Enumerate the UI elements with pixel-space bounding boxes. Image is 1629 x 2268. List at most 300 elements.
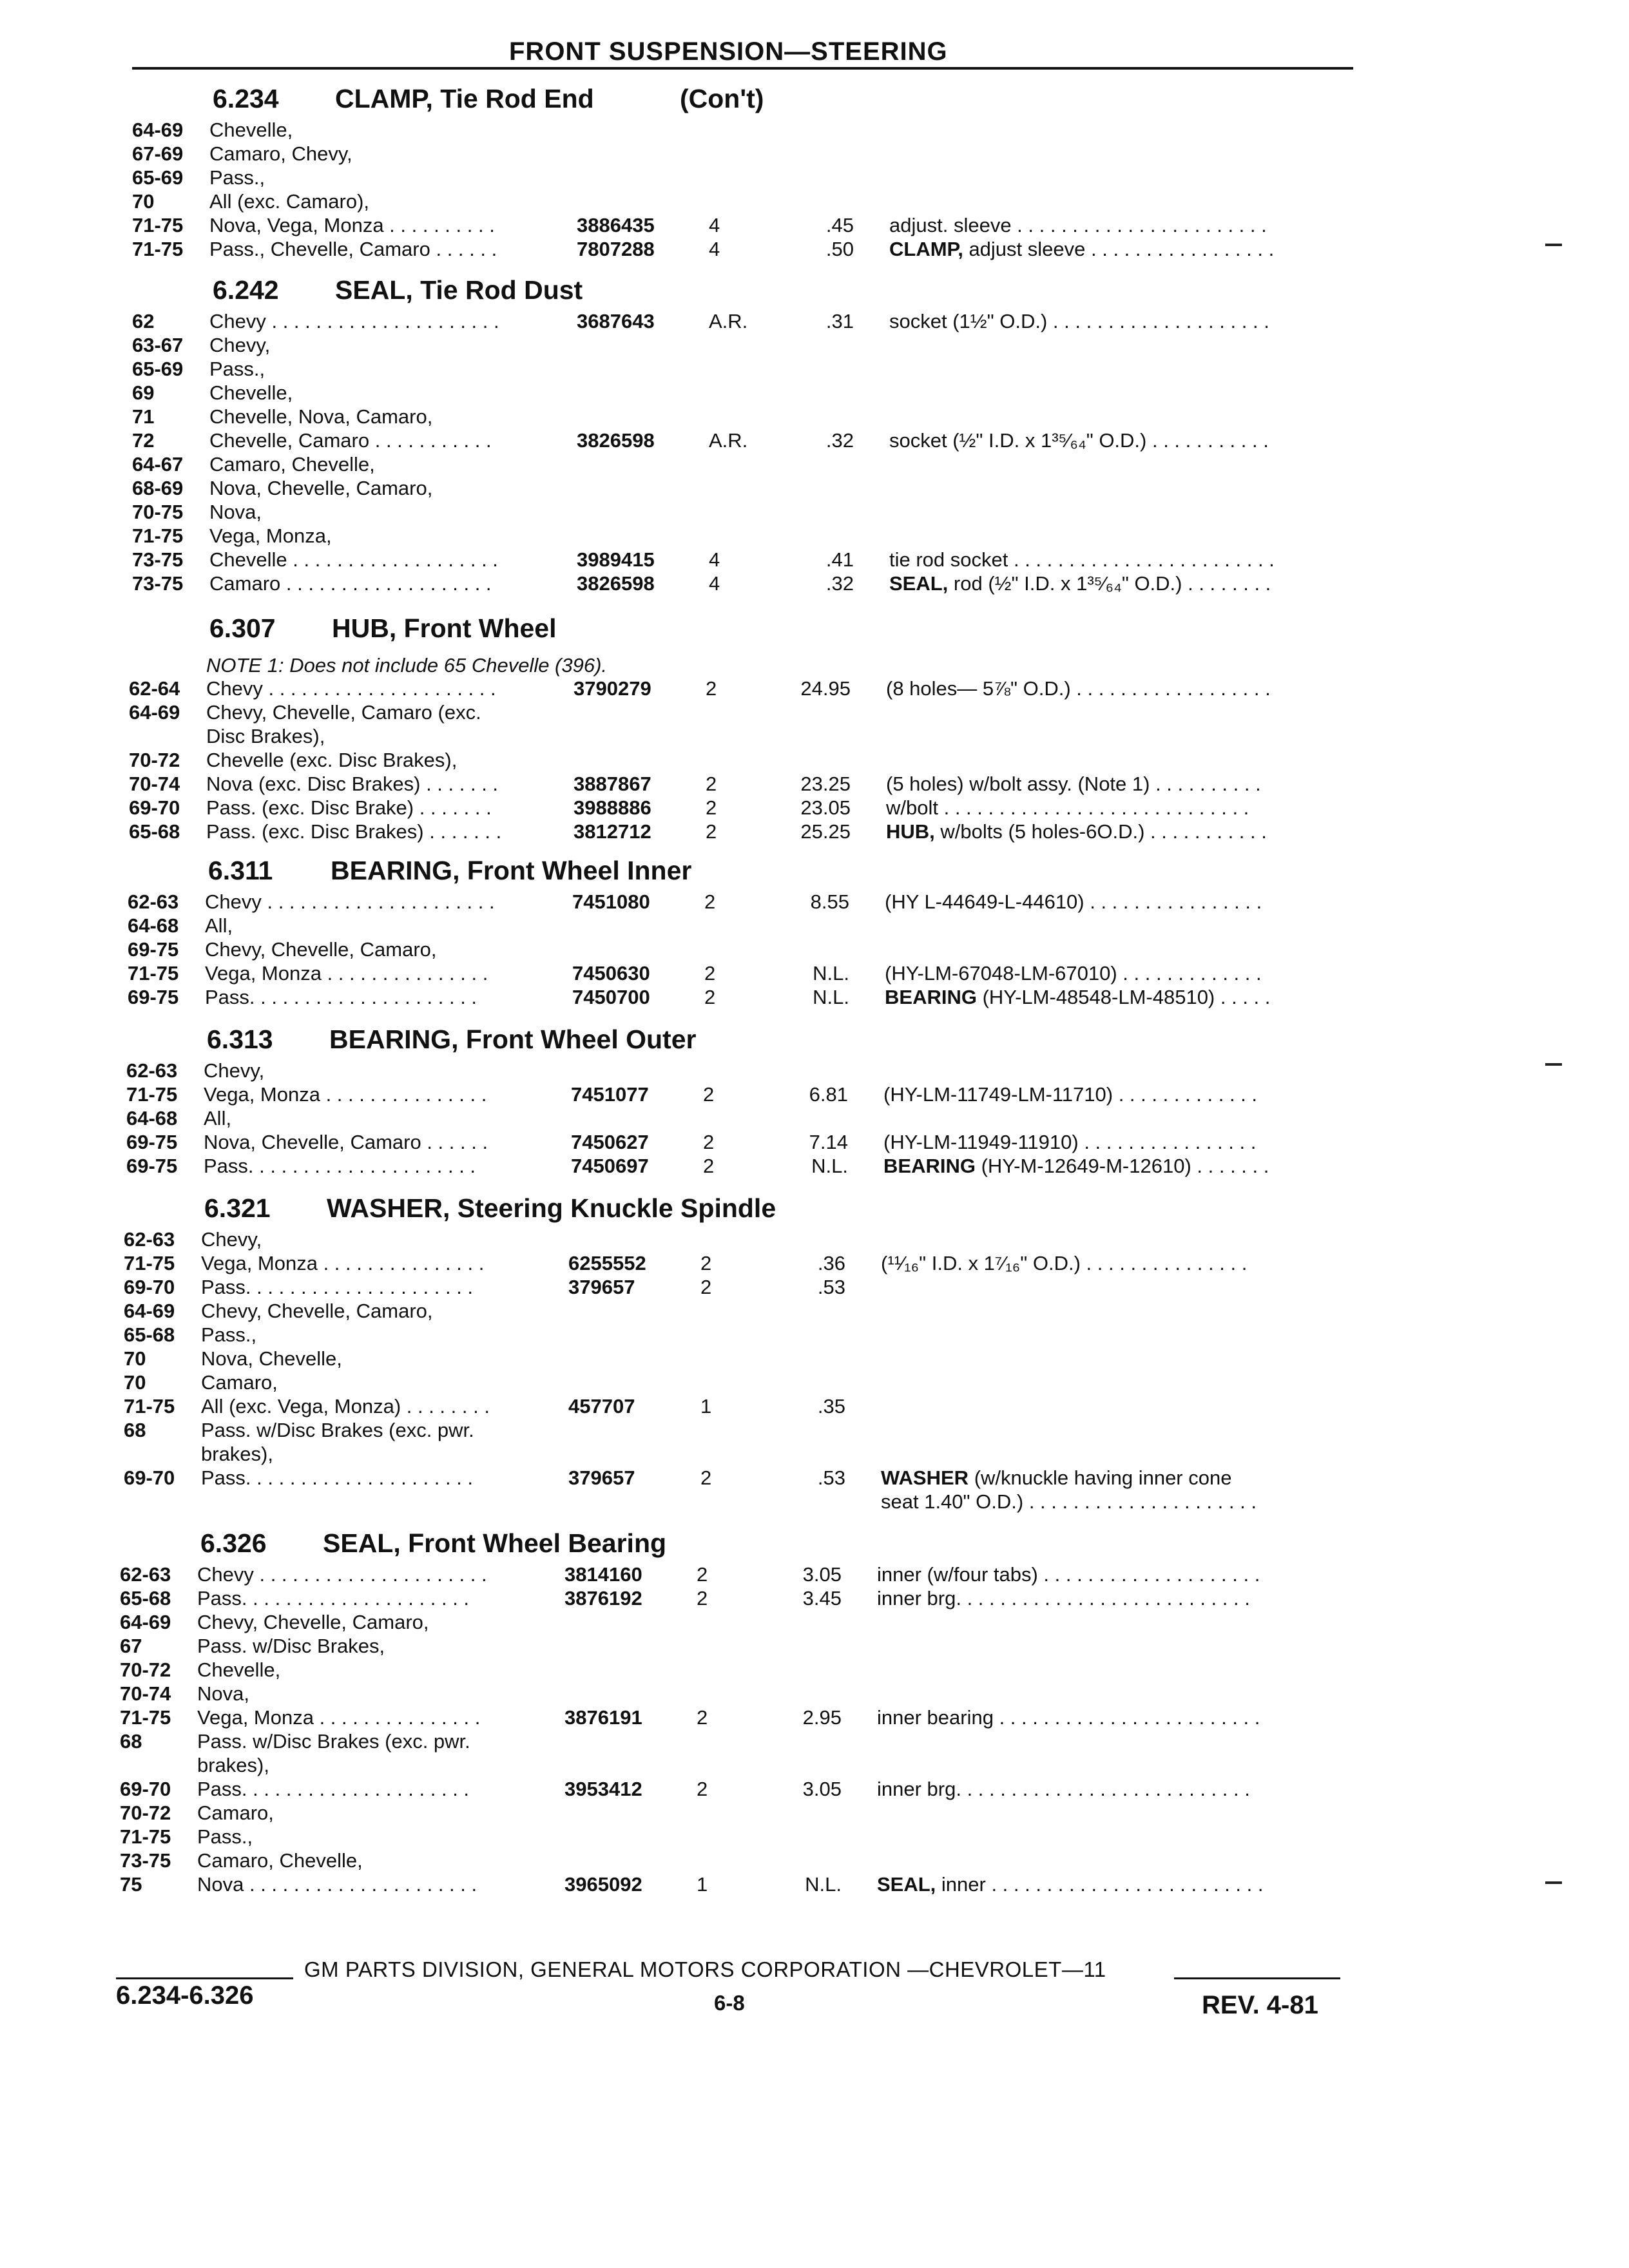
table-row (0, 1347, 1629, 1371)
table-row (0, 1299, 1629, 1323)
table-row (0, 1370, 1629, 1395)
section-number: 6.234 (213, 84, 279, 113)
part-name: BEARING (885, 986, 977, 1008)
quantity: 1 (697, 1873, 708, 1896)
model-years: 71-75 (120, 1825, 171, 1848)
vehicle-application: Pass. . . . . . . . . . . . . . . . . . . . . (205, 986, 477, 1008)
part-number: 3887867 (574, 773, 651, 795)
quantity: 2 (697, 1778, 708, 1800)
part-description: HUB, w/bolts (5 holes-6O.D.) . . . . . . . . . . . (886, 820, 1267, 843)
model-years: 71-75 (132, 524, 184, 547)
part-description: (HY L-44649-L-44610) . . . . . . . . . . . . . . . . (885, 890, 1262, 913)
quantity: 2 (704, 890, 716, 913)
part-description: w/bolt . . . . . . . . . . . . . . . . . . . . . . . . . . . . (886, 796, 1249, 819)
model-years: 69-70 (124, 1276, 175, 1298)
part-number: 379657 (568, 1466, 635, 1489)
table-row (0, 724, 1629, 749)
vehicle-application: Pass. . . . . . . . . . . . . . . . . . . . . (201, 1276, 474, 1298)
list-price: 24.95 (800, 677, 851, 700)
table-row (0, 142, 1629, 166)
vehicle-application: Chevy, Chevelle, Camaro (exc. (206, 701, 481, 724)
section-number: 6.242 (213, 275, 279, 305)
part-description: tie rod socket . . . . . . . . . . . . . . . . . . . . . . . . (889, 548, 1275, 571)
vehicle-application: brakes), (201, 1443, 273, 1465)
model-years: 69-70 (120, 1778, 171, 1800)
model-years: 71-75 (128, 962, 179, 985)
list-price: .45 (825, 214, 854, 236)
vehicle-application: Pass. w/Disc Brakes, (197, 1635, 385, 1657)
section-continued: (Con't) (680, 84, 764, 113)
part-number: 379657 (568, 1276, 635, 1298)
table-row (0, 820, 1629, 844)
vehicle-application: Camaro, Chevy, (209, 142, 352, 165)
table-row (0, 1059, 1629, 1083)
part-number: 7450697 (571, 1155, 649, 1177)
part-description: BEARING (HY-LM-48548-LM-48510) . . . . . (885, 986, 1271, 1008)
quantity: 2 (700, 1276, 712, 1298)
table-row (0, 1658, 1629, 1682)
list-price: 8.55 (810, 890, 849, 913)
vehicle-application: Pass., (209, 166, 265, 189)
part-number: 7451080 (572, 890, 650, 913)
model-years: 70-75 (132, 501, 184, 523)
table-row (0, 381, 1629, 405)
part-number: 3965092 (564, 1873, 642, 1896)
part-number: 3826598 (577, 429, 655, 452)
part-description: socket (½" I.D. x 1³⁵⁄₆₄" O.D.) . . . . . . . . . . . (889, 429, 1269, 452)
part-description: CLAMP, adjust sleeve . . . . . . . . . . . . . . . . . (889, 238, 1275, 260)
section-title: BEARING, Front Wheel Inner (331, 856, 692, 885)
table-row (0, 914, 1629, 938)
part-number: 3876192 (564, 1587, 642, 1610)
model-years: 65-68 (120, 1587, 171, 1610)
list-price: 2.95 (802, 1706, 842, 1729)
vehicle-application: Nova, Vega, Monza . . . . . . . . . . (209, 214, 495, 236)
vehicle-application: Pass. . . . . . . . . . . . . . . . . . . . . (197, 1587, 470, 1610)
list-price: 3.05 (802, 1778, 842, 1800)
vehicle-application: Chevy, Chevelle, Camaro, (201, 1300, 433, 1322)
model-years: 73-75 (132, 572, 184, 595)
vehicle-application: Chevy, Chevelle, Camaro, (205, 938, 437, 961)
model-years: 68-69 (132, 477, 184, 499)
vehicle-application: Vega, Monza . . . . . . . . . . . . . . . (205, 962, 488, 985)
model-years: 68 (124, 1419, 146, 1441)
part-description: adjust. sleeve . . . . . . . . . . . . . . . . . . . . . . . (889, 214, 1267, 236)
section-title: HUB, Front Wheel (332, 613, 557, 643)
table-row (0, 1777, 1629, 1802)
vehicle-application: Nova, Chevelle, Camaro, (209, 477, 433, 499)
vehicle-application: Vega, Monza . . . . . . . . . . . . . . . (201, 1252, 485, 1274)
table-row (0, 700, 1629, 725)
model-years: 64-68 (126, 1107, 178, 1129)
model-years: 67 (120, 1635, 142, 1657)
part-description: (HY-LM-11949-11910) . . . . . . . . . . . . . . . . (883, 1131, 1257, 1153)
table-row (0, 1130, 1629, 1155)
section-title: WASHER, Steering Knuckle Spindle (327, 1193, 776, 1223)
part-number: 3886435 (577, 214, 655, 236)
margin-mark (1545, 244, 1562, 246)
vehicle-application: All, (205, 914, 233, 937)
table-row (0, 572, 1629, 596)
vehicle-application: Nova, Chevelle, Camaro . . . . . . (204, 1131, 488, 1153)
vehicle-application: Pass. w/Disc Brakes (exc. pwr. (197, 1730, 470, 1753)
footer-rule-right (1174, 1977, 1340, 1979)
part-number: 3988886 (574, 796, 651, 819)
part-name: HUB, (886, 820, 935, 843)
model-years: 69-75 (126, 1155, 178, 1177)
part-description: (¹¹⁄₁₆" I.D. x 1⁷⁄₁₆" O.D.) . . . . . . . . . . . . . . . (881, 1252, 1248, 1274)
quantity: 4 (709, 572, 720, 595)
section-title: SEAL, Tie Rod Dust (335, 275, 583, 305)
table-row (0, 405, 1629, 429)
vehicle-application: All (exc. Vega, Monza) . . . . . . . . (201, 1395, 490, 1418)
table-row (0, 1729, 1629, 1754)
table-row (0, 1753, 1629, 1778)
vehicle-application: Nova . . . . . . . . . . . . . . . . . . . . . (197, 1873, 477, 1896)
table-row (0, 1154, 1629, 1178)
part-number: 457707 (568, 1395, 635, 1418)
vehicle-application: Chevelle, Camaro . . . . . . . . . . . (209, 429, 492, 452)
table-row (0, 1082, 1629, 1107)
list-price: .50 (825, 238, 854, 260)
part-number: 3989415 (577, 548, 655, 571)
model-years: 71-75 (124, 1395, 175, 1418)
table-row (0, 500, 1629, 524)
list-price: .53 (817, 1276, 845, 1298)
model-years: 64-69 (124, 1300, 175, 1322)
quantity: 2 (700, 1466, 712, 1489)
part-name: SEAL, (889, 572, 949, 595)
table-row (0, 1275, 1629, 1300)
list-price: 3.05 (802, 1563, 842, 1586)
part-name: CLAMP, (889, 238, 963, 260)
table-row (0, 1562, 1629, 1587)
quantity: A.R. (709, 429, 748, 452)
vehicle-application: Chevy, (204, 1059, 265, 1082)
table-row (0, 1106, 1629, 1131)
quantity: 2 (704, 962, 716, 985)
part-number: 7450700 (572, 986, 650, 1008)
vehicle-application: Pass. . . . . . . . . . . . . . . . . . . . . (204, 1155, 476, 1177)
page-header-title: FRONT SUSPENSION—STEERING (509, 37, 948, 66)
vehicle-application: All (exc. Camaro), (209, 190, 370, 213)
vehicle-application: Nova, (197, 1682, 249, 1705)
table-row (0, 166, 1629, 190)
part-number: 7451077 (571, 1083, 649, 1106)
model-years: 71-75 (132, 238, 184, 260)
margin-mark (1545, 1881, 1562, 1884)
table-row (0, 961, 1629, 986)
model-years: 67-69 (132, 142, 184, 165)
vehicle-application: brakes), (197, 1754, 269, 1776)
model-years: 71-75 (120, 1706, 171, 1729)
vehicle-application: Chevy, (201, 1228, 262, 1251)
vehicle-application: Pass., (209, 358, 265, 380)
footer-revision: REV. 4-81 (1202, 1991, 1318, 2019)
table-row (0, 213, 1629, 238)
vehicle-application: Chevy, (209, 334, 271, 356)
model-years: 65-69 (132, 166, 184, 189)
table-row (0, 937, 1629, 962)
model-years: 65-68 (129, 820, 180, 843)
part-description: inner bearing . . . . . . . . . . . . . . . . . . . . . . . . (877, 1706, 1260, 1729)
model-years: 70-74 (120, 1682, 171, 1705)
vehicle-application: Camaro, (201, 1371, 278, 1394)
table-row (0, 189, 1629, 214)
section-number: 6.311 (208, 856, 273, 885)
part-description: WASHER (w/knuckle having inner cone (881, 1466, 1232, 1489)
list-price: N.L. (805, 1873, 842, 1896)
table-row (0, 452, 1629, 477)
part-description: SEAL, rod (½" I.D. x 1³⁵⁄₆₄" O.D.) . . . . . . . . (889, 572, 1271, 595)
model-years: 68 (120, 1730, 142, 1753)
model-years: 70-72 (120, 1802, 171, 1824)
quantity: 4 (709, 548, 720, 571)
section-title: BEARING, Front Wheel Outer (329, 1024, 697, 1054)
vehicle-application: Chevy . . . . . . . . . . . . . . . . . . . . . (205, 890, 495, 913)
vehicle-application: Chevelle . . . . . . . . . . . . . . . . . . . (209, 548, 498, 571)
model-years: 70 (124, 1371, 146, 1394)
vehicle-application: Chevy . . . . . . . . . . . . . . . . . . . . . (197, 1563, 487, 1586)
quantity: 2 (697, 1706, 708, 1729)
model-years: 71 (132, 405, 155, 428)
table-row (0, 772, 1629, 796)
quantity: 2 (706, 820, 717, 843)
section-number: 6.321 (204, 1193, 271, 1223)
model-years: 70 (124, 1347, 146, 1370)
list-price: .35 (817, 1395, 845, 1418)
model-years: 62 (132, 310, 155, 332)
vehicle-application: Chevy, Chevelle, Camaro, (197, 1611, 429, 1633)
table-row (0, 1251, 1629, 1276)
list-price: .32 (825, 429, 854, 452)
quantity: 1 (700, 1395, 712, 1418)
table-row (0, 309, 1629, 334)
table-row (0, 1323, 1629, 1347)
section-note: NOTE 1: Does not include 65 Chevelle (396). (206, 654, 608, 677)
table-row (0, 357, 1629, 381)
part-description: socket (1½" O.D.) . . . . . . . . . . . . . . . . . . . . (889, 310, 1269, 332)
list-price: 6.81 (809, 1083, 848, 1106)
part-description: inner brg. . . . . . . . . . . . . . . . . . . . . . . . . . . (877, 1778, 1250, 1800)
part-description: (HY-LM-67048-LM-67010) . . . . . . . . . . . . . (885, 962, 1262, 985)
part-description: SEAL, inner . . . . . . . . . . . . . . . . . . . . . . . . . (877, 1873, 1264, 1896)
part-number: 3826598 (577, 572, 655, 595)
model-years: 73-75 (120, 1849, 171, 1872)
part-description: (5 holes) w/bolt assy. (Note 1) . . . . . . . . . . (886, 773, 1261, 795)
vehicle-application: Pass. . . . . . . . . . . . . . . . . . . . . (201, 1466, 474, 1489)
list-price: N.L. (813, 986, 849, 1008)
list-price: 7.14 (809, 1131, 848, 1153)
model-years: 69-70 (129, 796, 180, 819)
part-description: BEARING (HY-M-12649-M-12610) . . . . . . . (883, 1155, 1269, 1177)
section-title: SEAL, Front Wheel Bearing (323, 1528, 667, 1558)
list-price: .32 (825, 572, 854, 595)
table-row (0, 1586, 1629, 1611)
footer-rule-left (116, 1977, 293, 1979)
table-row (0, 428, 1629, 453)
model-years: 64-69 (120, 1611, 171, 1633)
table-row (0, 476, 1629, 501)
vehicle-application: Pass., (201, 1323, 257, 1346)
list-price: .36 (817, 1252, 845, 1274)
model-years: 71-75 (124, 1252, 175, 1274)
part-number: 3876191 (564, 1706, 642, 1729)
model-years: 64-69 (129, 701, 180, 724)
vehicle-application: Pass. (exc. Disc Brakes) . . . . . . . (206, 820, 502, 843)
quantity: 2 (703, 1083, 715, 1106)
model-years: 75 (120, 1873, 142, 1896)
list-price: 23.05 (800, 796, 851, 819)
footer-publisher: GM PARTS DIVISION, GENERAL MOTORS CORPORATION —CHEVROLET—11 (304, 1957, 1106, 1981)
vehicle-application: Chevy . . . . . . . . . . . . . . . . . . . . . (206, 677, 496, 700)
quantity: 4 (709, 238, 720, 260)
part-number: 7450630 (572, 962, 650, 985)
model-years: 62-63 (124, 1228, 175, 1251)
model-years: 69-75 (128, 986, 179, 1008)
table-row (0, 1849, 1629, 1873)
part-number: 3687643 (577, 310, 655, 332)
table-row (0, 1610, 1629, 1635)
section-number: 6.326 (200, 1528, 267, 1558)
list-price: 23.25 (800, 773, 851, 795)
vehicle-application: Nova, Chevelle, (201, 1347, 342, 1370)
list-price: N.L. (813, 962, 849, 985)
section-title: CLAMP, Tie Rod End (335, 84, 594, 113)
list-price: 25.25 (800, 820, 851, 843)
quantity: 2 (706, 773, 717, 795)
list-price: N.L. (811, 1155, 848, 1177)
section-number: 6.307 (209, 613, 276, 643)
table-row (0, 524, 1629, 548)
vehicle-application: Pass. w/Disc Brakes (exc. pwr. (201, 1419, 474, 1441)
model-years: 63-67 (132, 334, 184, 356)
quantity: 2 (703, 1155, 715, 1177)
model-years: 69-75 (126, 1131, 178, 1153)
model-years: 65-69 (132, 358, 184, 380)
model-years: 62-63 (120, 1563, 171, 1586)
model-years: 70-72 (129, 749, 180, 771)
table-row (0, 890, 1629, 914)
part-description: (HY-LM-11749-LM-11710) . . . . . . . . . . . . . (883, 1083, 1258, 1106)
section-number: 6.313 (207, 1024, 273, 1054)
vehicle-application: Disc Brakes), (206, 725, 325, 747)
table-row (0, 333, 1629, 358)
table-row (0, 1227, 1629, 1252)
vehicle-application: Chevelle, (209, 381, 293, 404)
table-row (0, 237, 1629, 262)
list-price: 3.45 (802, 1587, 842, 1610)
model-years: 69 (132, 381, 155, 404)
part-number: 3812712 (574, 820, 651, 843)
margin-mark (1545, 1063, 1562, 1066)
table-row (0, 118, 1629, 142)
model-years: 64-69 (132, 119, 184, 141)
vehicle-application: Chevelle, (197, 1658, 281, 1681)
vehicle-application: Pass., (197, 1825, 253, 1848)
part-description: (8 holes— 5⅞" O.D.) . . . . . . . . . . . . . . . . . . (886, 677, 1271, 700)
quantity: 4 (709, 214, 720, 236)
model-years: 70 (132, 190, 155, 213)
table-row (0, 1872, 1629, 1897)
table-row (0, 1801, 1629, 1825)
table-row (0, 985, 1629, 1010)
table-row (0, 1490, 1629, 1514)
vehicle-application: Chevy . . . . . . . . . . . . . . . . . . . . . (209, 310, 499, 332)
model-years: 69-75 (128, 938, 179, 961)
list-price: .31 (825, 310, 854, 332)
quantity: 2 (703, 1131, 715, 1153)
vehicle-application: Camaro, Chevelle, (209, 453, 375, 476)
model-years: 70-72 (120, 1658, 171, 1681)
quantity: 2 (697, 1563, 708, 1586)
table-row (0, 1418, 1629, 1443)
part-description: inner brg. . . . . . . . . . . . . . . . . . . . . . . . . . . (877, 1587, 1250, 1610)
table-row (0, 1466, 1629, 1490)
part-description: inner (w/four tabs) . . . . . . . . . . . . . . . . . . . . (877, 1563, 1260, 1586)
footer-section-range: 6.234-6.326 (116, 1981, 254, 2010)
table-row (0, 1682, 1629, 1706)
list-price: .53 (817, 1466, 845, 1489)
part-name: BEARING (883, 1155, 976, 1177)
model-years: 70-74 (129, 773, 180, 795)
model-years: 62-64 (129, 677, 180, 700)
table-row (0, 748, 1629, 773)
vehicle-application: Camaro, (197, 1802, 274, 1824)
part-number: 6255552 (568, 1252, 646, 1274)
table-row (0, 1634, 1629, 1658)
quantity: 2 (704, 986, 716, 1008)
quantity: 2 (697, 1587, 708, 1610)
model-years: 73-75 (132, 548, 184, 571)
quantity: A.R. (709, 310, 748, 332)
model-years: 71-75 (132, 214, 184, 236)
header-rule (132, 67, 1353, 70)
vehicle-application: Pass. . . . . . . . . . . . . . . . . . . . . (197, 1778, 470, 1800)
vehicle-application: Nova (exc. Disc Brakes) . . . . . . . (206, 773, 499, 795)
model-years: 72 (132, 429, 155, 452)
part-description: seat 1.40" O.D.) . . . . . . . . . . . . . . . . . . . . . (881, 1490, 1257, 1513)
table-row (0, 1442, 1629, 1466)
part-number: 3790279 (574, 677, 651, 700)
vehicle-application: Vega, Monza . . . . . . . . . . . . . . . (197, 1706, 481, 1729)
table-row (0, 548, 1629, 572)
model-years: 64-68 (128, 914, 179, 937)
quantity: 2 (700, 1252, 712, 1274)
vehicle-application: All, (204, 1107, 232, 1129)
footer-page-number: 6-8 (714, 1991, 745, 2015)
list-price: .41 (825, 548, 854, 571)
model-years: 62-63 (128, 890, 179, 913)
table-row (0, 1394, 1629, 1419)
vehicle-application: Chevelle (exc. Disc Brakes), (206, 749, 458, 771)
table-row (0, 1825, 1629, 1849)
vehicle-application: Chevelle, Nova, Camaro, (209, 405, 433, 428)
vehicle-application: Vega, Monza . . . . . . . . . . . . . . . (204, 1083, 487, 1106)
vehicle-application: Vega, Monza, (209, 524, 332, 547)
vehicle-application: Camaro, Chevelle, (197, 1849, 363, 1872)
part-name: SEAL, (877, 1873, 936, 1896)
quantity: 2 (706, 677, 717, 700)
model-years: 62-63 (126, 1059, 178, 1082)
part-number: 7807288 (577, 238, 655, 260)
part-number: 3953412 (564, 1778, 642, 1800)
model-years: 69-70 (124, 1466, 175, 1489)
part-number: 7450627 (571, 1131, 649, 1153)
table-row (0, 677, 1629, 701)
vehicle-application: Pass. (exc. Disc Brake) . . . . . . . (206, 796, 492, 819)
table-row (0, 1706, 1629, 1730)
